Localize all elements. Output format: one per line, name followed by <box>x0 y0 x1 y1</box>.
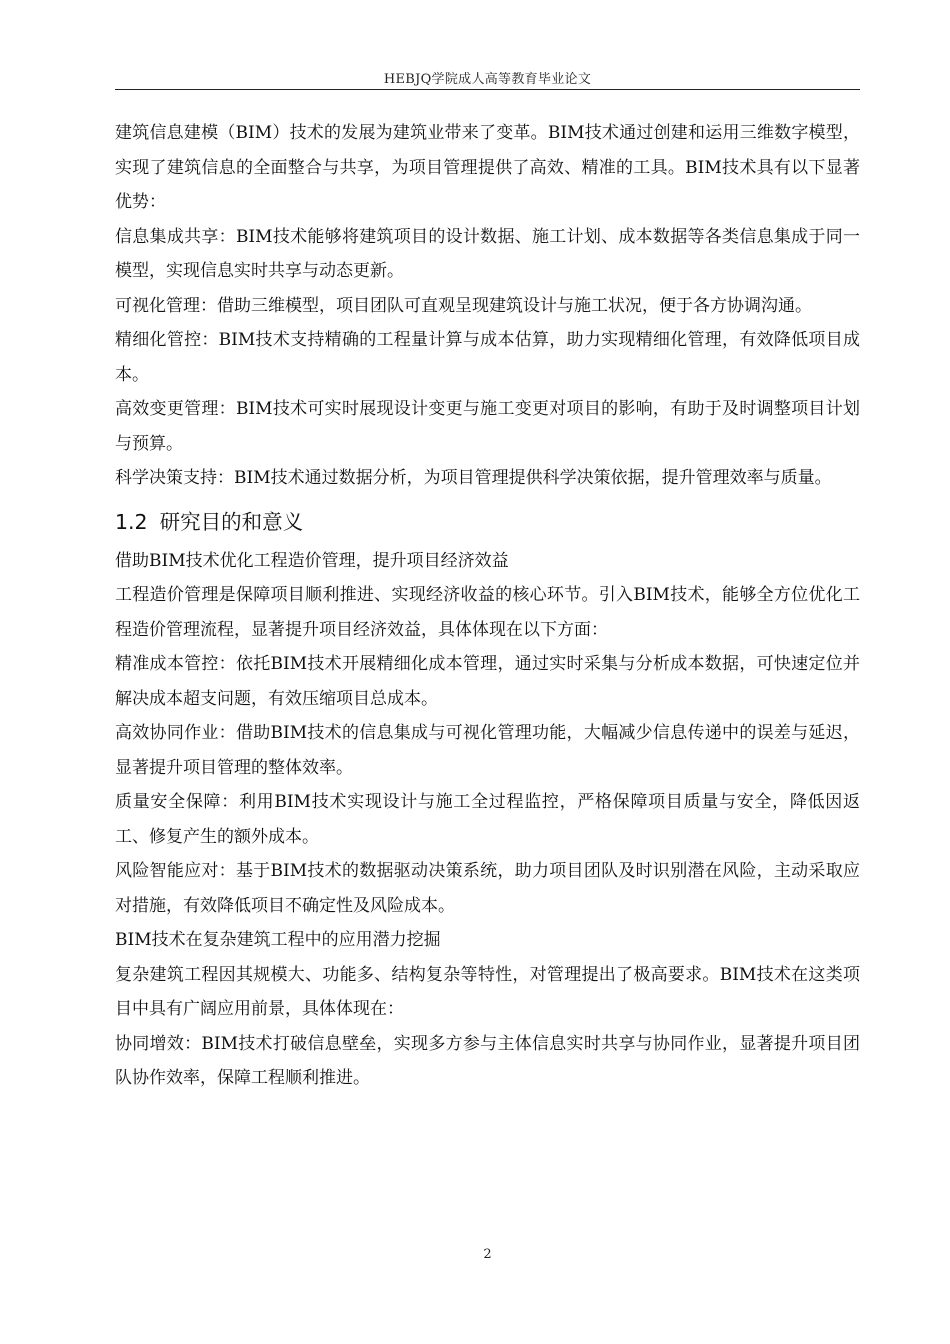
paragraph-synergy: 协同增效：BIM技术打破信息壁垒，实现多方参与主体信息实时共享与协同作业，显著提升项目团队协作效率，保障工程顺利推进。 <box>115 1033 860 1088</box>
running-header: HEBJQ学院成人高等教育毕业论文 <box>383 72 592 87</box>
section-heading <box>115 502 860 542</box>
paragraph-change-management: 高效变更管理：BIM技术可实时展现设计变更与施工变更对项目的影响，有助于及时调整项目计划与预算。 <box>115 399 860 454</box>
paragraph-bim-intro: 建筑信息建模（BIM）技术的发展为建筑业带来了变革。BIM技术通过创建和运用三维数字模型，实现了建筑信息的全面整合与共享，为项目管理提供了高效、精准的工具。BIM技术具有以下显著优势： <box>115 123 860 212</box>
paragraph-quality-safety: 质量安全保障：利用BIM技术实现设计与施工全过程监控，严格保障项目质量与安全，降低因返工、修复产生的额外成本。 <box>115 792 860 847</box>
paragraph-decision-support: 科学决策支持：BIM技术通过数据分析，为项目管理提供科学决策依据，提升管理效率与质量。 <box>115 468 832 488</box>
paragraph-subtopic-cost: 借助BIM技术优化工程造价管理，提升项目经济效益 <box>115 550 509 571</box>
paragraph-risk-response: 风险智能应对：基于BIM技术的数据驱动决策系统，助力项目团队及时识别潜在风险，主动采取应对措施，有效降低项目不确定性及风险成本。 <box>115 861 860 916</box>
header-divider <box>115 89 860 90</box>
paragraph-info-integration: 信息集成共享：BIM技术能够将建筑项目的设计数据、施工计划、成本数据等各类信息集成于同一模型，实现信息实时共享与动态更新。 <box>115 226 860 281</box>
paragraph-complex-intro: 复杂建筑工程因其规模大、功能多、结构复杂等特性，对管理提出了极高要求。BIM技术在这类项目中具有广阔应用前景，具体体现在： <box>115 964 860 1019</box>
paragraph-visual-management: 可视化管理：借助三维模型，项目团队可直观呈现建筑设计与施工状况，便于各方协调沟通。 <box>115 295 812 316</box>
paragraph-fine-control: 精细化管控：BIM技术支持精确的工程量计算与成本估算，助力实现精细化管理，有效降低项目成本。 <box>115 330 860 385</box>
paragraph-subtopic-complex: BIM技术在复杂建筑工程中的应用潜力挖掘 <box>115 930 441 950</box>
paragraph-collaboration: 高效协同作业：借助BIM技术的信息集成与可视化管理功能，大幅减少信息传递中的误差与延迟，显著提升项目管理的整体效率。 <box>115 723 860 778</box>
document-body <box>115 116 860 1096</box>
section-title: 研究目的和意义 <box>159 509 304 534</box>
page-number: 2 <box>483 1247 492 1262</box>
paragraph-cost-control: 精准成本管控：依托BIM技术开展精细化成本管理，通过实时采集与分析成本数据，可快速定位并解决成本超支问题，有效压缩项目总成本。 <box>115 654 860 709</box>
paragraph-cost-intro: 工程造价管理是保障项目顺利推进、实现经济收益的核心环节。引入BIM技术，能够全方位优化工程造价管理流程，显著提升项目经济效益，具体体现在以下方面： <box>115 585 860 640</box>
section-number: 1.2 <box>115 509 148 534</box>
